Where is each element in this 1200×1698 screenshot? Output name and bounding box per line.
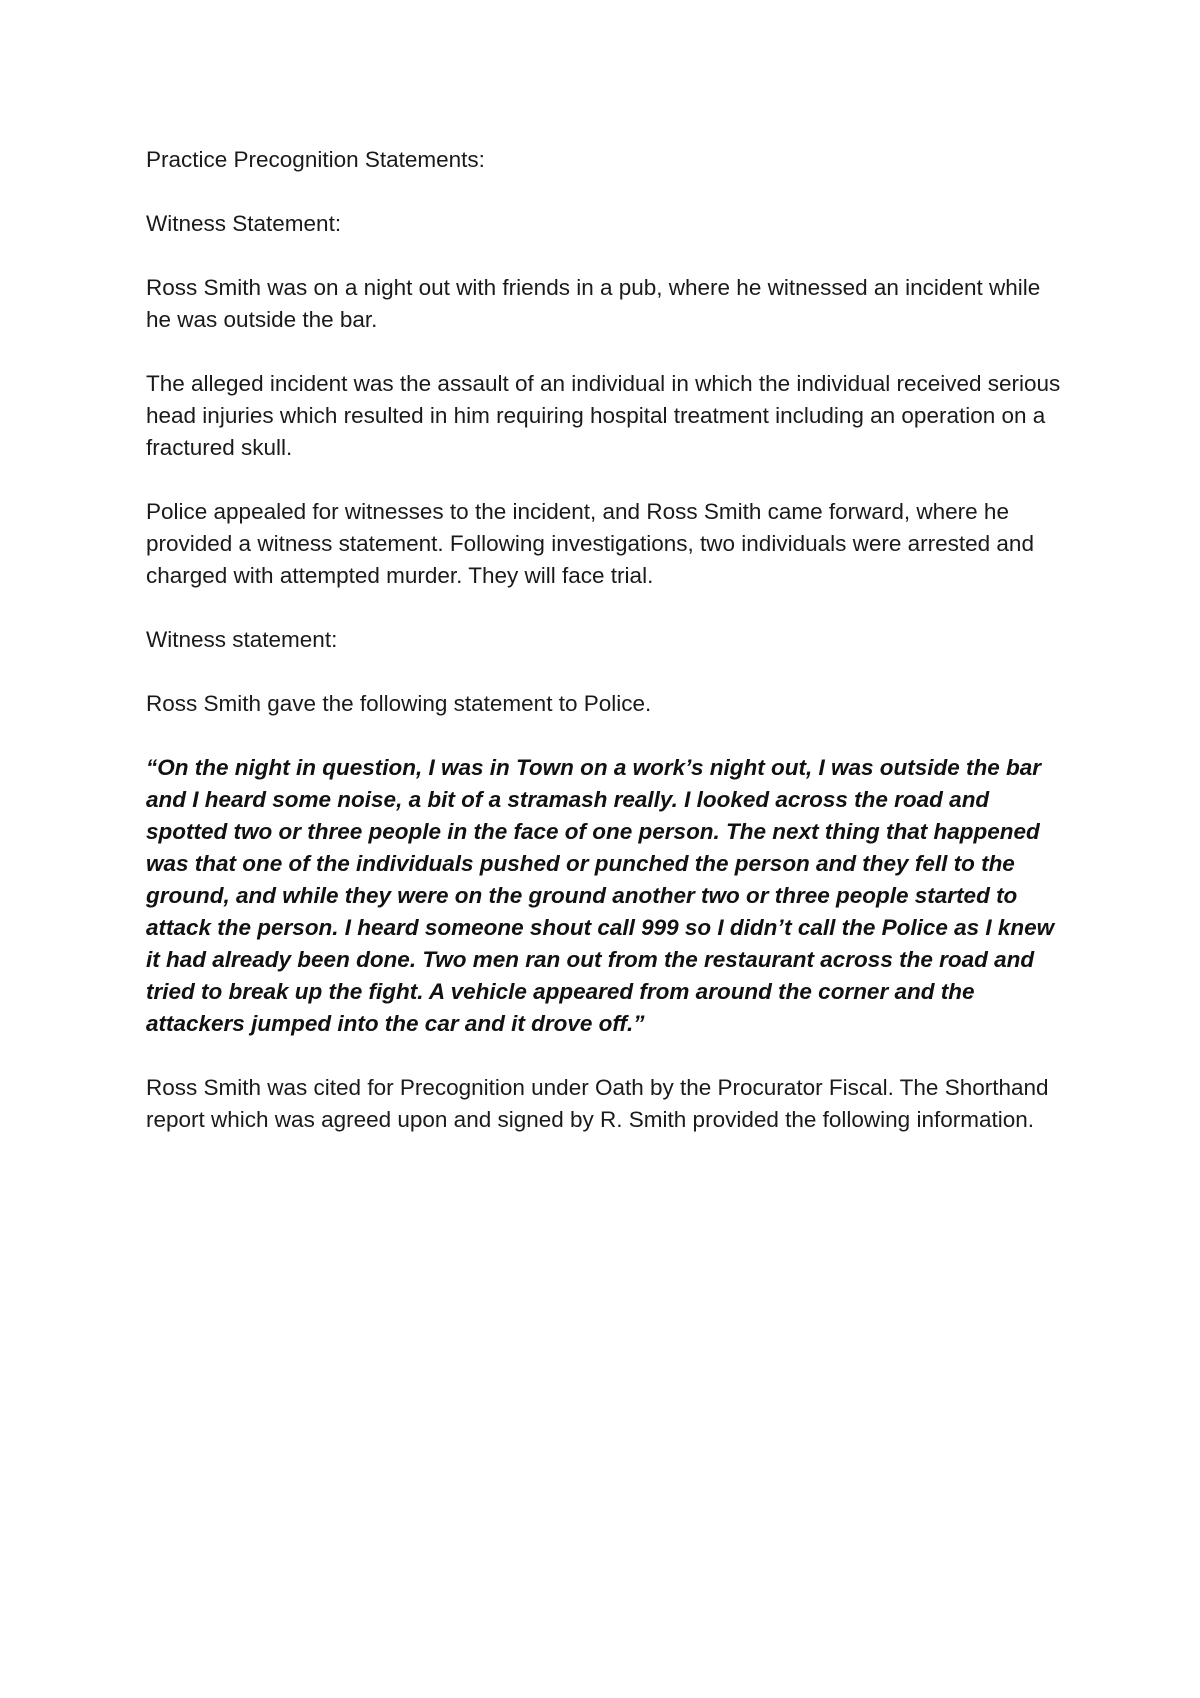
witness-statement-label: Witness Statement: [146, 211, 342, 236]
witness-statement-label-2: Witness statement: [146, 627, 338, 652]
closing-paragraph: Ross Smith was cited for Precognition under Oath by the Procurator Fiscal. The Shorthand report which was agreed upon and signed by R. Smith provided the following information. [146, 1075, 1049, 1132]
witness-quote: “On the night in question, I was in Town on a work’s night out, I was outside the bar and I heard some noise, a bit of a stramash really. I looked across the road and spotted two or three people in the face of one person. The next thing that happened was that one of the individuals pushed or punched the person and they fell to the ground, and while they were on the ground another two or three people started to attack the person. I heard someone shout call 999 so I didn’t call the Police as I knew it had already been done. Two men ran out from the restaurant across the road and tried to break up the fight. A vehicle appeared from around the corner and the attackers jumped into the car and it drove off.” [146, 755, 1055, 1036]
police-paragraph: Police appealed for witnesses to the incident, and Ross Smith came forward, where he provided a witness statement. Following investigations, two individuals were arrested and charged with attempted murder. They will face trial. [146, 499, 1034, 588]
document-heading: Practice Precognition Statements: [146, 147, 485, 172]
intro-paragraph: Ross Smith was on a night out with friends in a pub, where he witnessed an incident while he was outside the bar. [146, 275, 1041, 332]
statement-intro: Ross Smith gave the following statement to Police. [146, 691, 652, 716]
document-body [146, 144, 1066, 1168]
incident-paragraph: The alleged incident was the assault of an individual in which the individual received serious head injuries which resulted in him requiring hospital treatment including an operation on a fractured skull. [146, 371, 1061, 460]
